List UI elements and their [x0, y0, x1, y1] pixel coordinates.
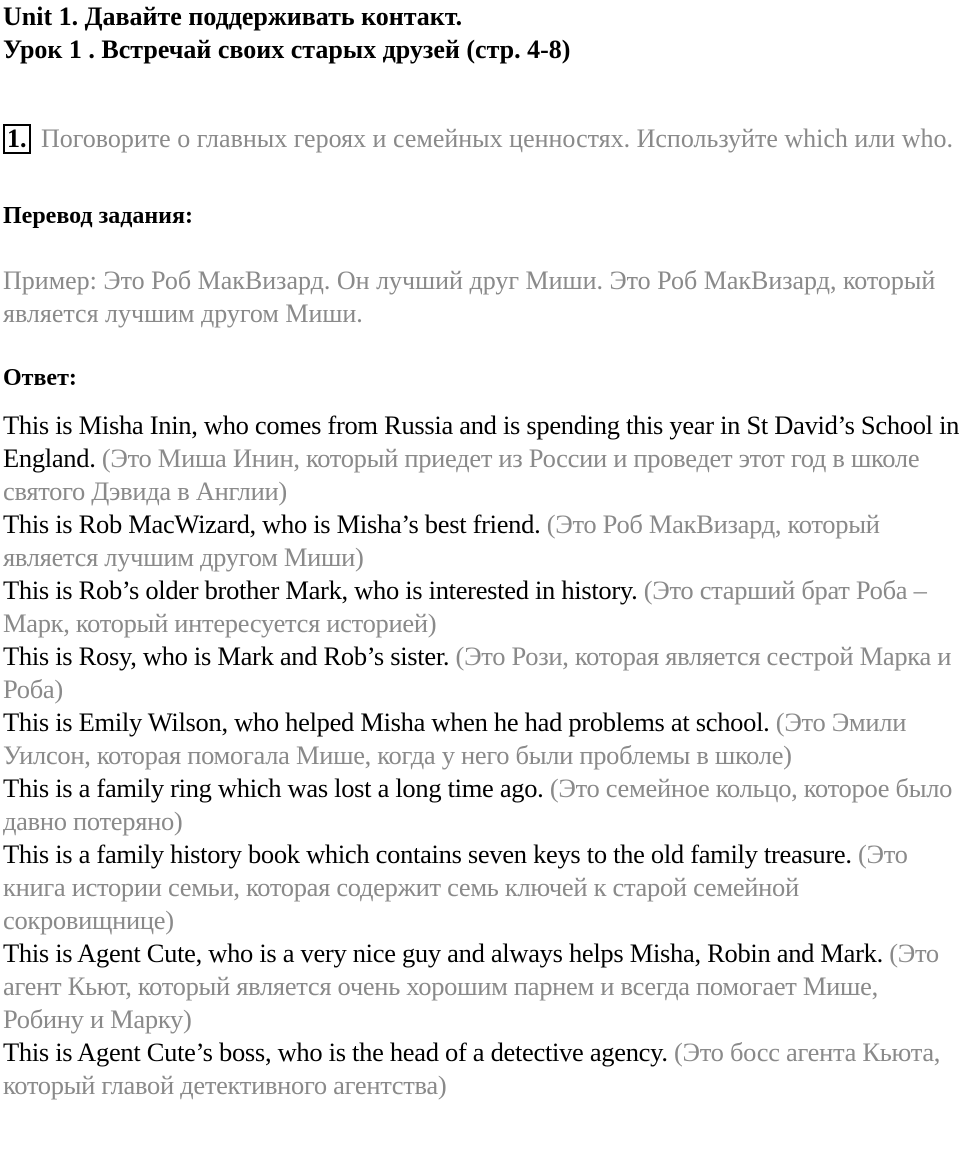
answer-english: This is Agent Cute, who is a very nice guy and always helps Misha, Robin and Mark.: [3, 938, 883, 968]
answer-item: [3, 574, 960, 640]
answer-item: [3, 706, 960, 772]
answer-item: [3, 772, 960, 838]
answer-english: This is Agent Cute’s boss, who is the head of a detective agency.: [3, 1037, 668, 1067]
answer-item: [3, 508, 960, 574]
translation-heading: Перевод задания:: [3, 203, 193, 229]
answer-russian: (Это старший брат Роба – Марк, который интересуется историей): [3, 575, 927, 638]
answer-item: [3, 838, 960, 937]
answer-russian: (Это Рози, которая является сестрой Марка и Роба): [3, 641, 952, 704]
unit-title: Unit 1. Давайте поддерживать контакт.: [3, 2, 463, 31]
answer-russian: (Это Роб МакВизард, который является лучшим другом Миши): [3, 509, 880, 572]
answer-english: This is a family ring which was lost a long time ago.: [3, 773, 544, 803]
answer-russian: (Это босс агента Кьюта, который главой детективного агентства): [3, 1037, 941, 1100]
answer-russian: (Это Миша Инин, который приедет из России и проведет этот год в школе святого Дэвида в Англии): [3, 443, 920, 506]
answer-item: [3, 409, 960, 508]
task-block: [3, 122, 960, 155]
answer-item: [3, 640, 960, 706]
answer-item: [3, 937, 960, 1036]
task-text: Поговорите о главных героях и семейных ценностях. Используйте which или who.: [41, 124, 953, 153]
answer-english: This is Emily Wilson, who helped Misha when he had problems at school.: [3, 707, 770, 737]
answer-russian: (Это семейное кольцо, которое было давно потеряно): [3, 773, 953, 836]
answer-russian: (Это агент Кьют, который является очень хорошим парнем и всегда помогает Мише, Робину и Марку): [3, 938, 939, 1034]
answer-english: This is Misha Inin, who comes from Russia and is spending this year in St David’s School in England.: [3, 410, 960, 473]
answer-english: This is a family history book which contains seven keys to the old family treasure.: [3, 839, 852, 869]
task-number-badge: 1.: [3, 124, 31, 154]
answer-item: [3, 1036, 960, 1102]
answer-russian: (Это книга истории семьи, которая содержит семь ключей к старой семейной сокровищнице): [3, 839, 908, 935]
lesson-title: Урок 1 . Встречай своих старых друзей (стр. 4-8): [3, 35, 571, 64]
answer-english: This is Rosy, who is Mark and Rob’s sister.: [3, 641, 450, 671]
answer-list: [3, 409, 960, 1102]
answer-russian: (Это Эмили Уилсон, которая помогала Мише, когда у него были проблемы в школе): [3, 707, 907, 770]
answer-english: This is Rob’s older brother Mark, who is interested in history.: [3, 575, 638, 605]
answer-heading: Ответ:: [3, 365, 77, 391]
answer-english: This is Rob MacWizard, who is Misha’s best friend.: [3, 509, 541, 539]
translation-text: Пример: Это Роб МакВизард. Он лучший друг Миши. Это Роб МакВизард, который является лучшим другом Миши.: [3, 266, 936, 328]
